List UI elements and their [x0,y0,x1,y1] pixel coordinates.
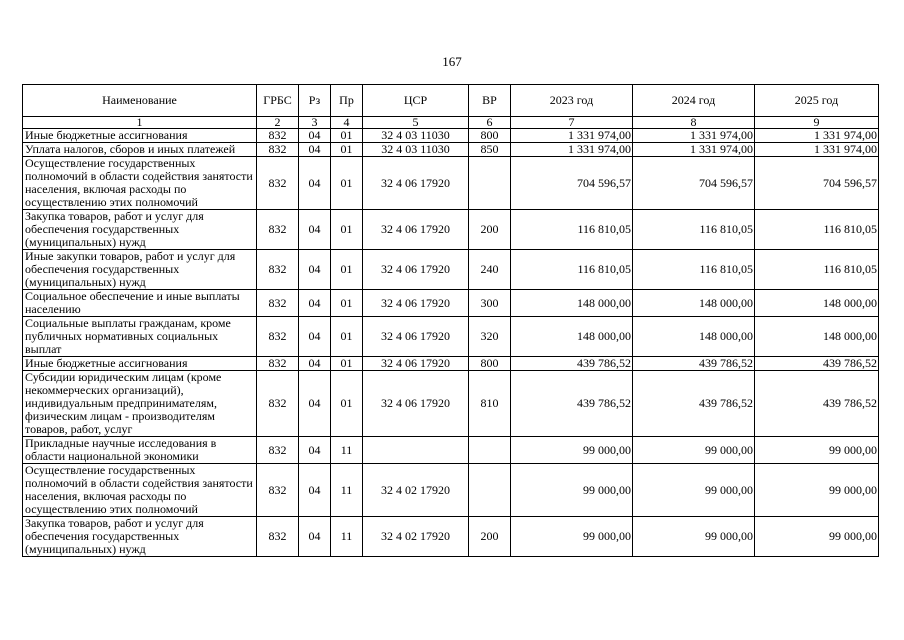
cell-pr: 01 [331,290,363,317]
table-row [23,290,879,317]
cell-2025: 439 786,52 [755,357,879,371]
cell-2023: 116 810,05 [511,250,633,290]
cell-grbs: 832 [257,317,299,357]
cell-csr: 32 4 06 17920 [363,317,469,357]
cell-csr: 32 4 03 11030 [363,143,469,157]
cell-name: Иные бюджетные ассигнования [23,129,257,143]
cell-name: Субсидии юридическим лицам (кроме некоммерческих организаций), индивидуальным предпринимателям, физическим лицам - производителям товаров, работ, услуг [23,371,257,437]
cell-2025: 704 596,57 [755,157,879,210]
column-index: 8 [633,117,755,129]
header-2024: 2024 год [633,85,755,117]
cell-csr [363,437,469,464]
cell-2023: 99 000,00 [511,437,633,464]
table-row [23,517,879,557]
cell-2024: 1 331 974,00 [633,129,755,143]
cell-2024: 116 810,05 [633,210,755,250]
table-row [23,464,879,517]
cell-csr: 32 4 06 17920 [363,290,469,317]
cell-vr [469,157,511,210]
cell-name: Закупка товаров, работ и услуг для обеспечения государственных (муниципальных) нужд [23,517,257,557]
cell-grbs: 832 [257,129,299,143]
column-index: 9 [755,117,879,129]
cell-csr: 32 4 06 17920 [363,357,469,371]
cell-csr: 32 4 06 17920 [363,250,469,290]
cell-pr: 01 [331,129,363,143]
cell-vr: 320 [469,317,511,357]
cell-grbs: 832 [257,357,299,371]
column-index: 1 [23,117,257,129]
cell-grbs: 832 [257,210,299,250]
cell-rz: 04 [299,357,331,371]
cell-vr: 300 [469,290,511,317]
cell-2024: 148 000,00 [633,290,755,317]
header-pr: Пр [331,85,363,117]
cell-2023: 439 786,52 [511,371,633,437]
cell-2024: 439 786,52 [633,357,755,371]
cell-name: Иные закупки товаров, работ и услуг для обеспечения государственных (муниципальных) нужд [23,250,257,290]
cell-2024: 99 000,00 [633,437,755,464]
header-2023: 2023 год [511,85,633,117]
cell-rz: 04 [299,143,331,157]
table-row [23,143,879,157]
cell-name: Закупка товаров, работ и услуг для обеспечения государственных (муниципальных) нужд [23,210,257,250]
column-index: 6 [469,117,511,129]
cell-name: Иные бюджетные ассигнования [23,357,257,371]
cell-grbs: 832 [257,437,299,464]
table-row [23,250,879,290]
cell-vr: 200 [469,210,511,250]
cell-rz: 04 [299,371,331,437]
table-row [23,357,879,371]
table-row [23,210,879,250]
cell-2023: 439 786,52 [511,357,633,371]
page-number: 167 [442,54,462,69]
budget-table [22,84,879,557]
cell-2024: 704 596,57 [633,157,755,210]
cell-pr: 11 [331,464,363,517]
cell-2025: 1 331 974,00 [755,129,879,143]
column-index: 3 [299,117,331,129]
cell-2025: 116 810,05 [755,210,879,250]
cell-rz: 04 [299,157,331,210]
cell-pr: 01 [331,143,363,157]
cell-2024: 99 000,00 [633,517,755,557]
column-index: 4 [331,117,363,129]
table-row [23,371,879,437]
header-csr: ЦСР [363,85,469,117]
cell-2023: 1 331 974,00 [511,129,633,143]
cell-2024: 99 000,00 [633,464,755,517]
cell-2023: 1 331 974,00 [511,143,633,157]
cell-grbs: 832 [257,371,299,437]
column-index-row [23,117,879,129]
cell-2023: 704 596,57 [511,157,633,210]
cell-csr: 32 4 03 11030 [363,129,469,143]
cell-name: Осуществление государственных полномочий в области содействия занятости населения, включая расходы по осуществлению этих полномочий [23,464,257,517]
cell-2025: 148 000,00 [755,290,879,317]
cell-rz: 04 [299,129,331,143]
cell-grbs: 832 [257,290,299,317]
cell-csr: 32 4 02 17920 [363,517,469,557]
cell-csr: 32 4 02 17920 [363,464,469,517]
cell-rz: 04 [299,290,331,317]
header-vr: ВР [469,85,511,117]
cell-2024: 439 786,52 [633,371,755,437]
cell-2025: 99 000,00 [755,517,879,557]
cell-grbs: 832 [257,143,299,157]
cell-name: Социальное обеспечение и иные выплаты населению [23,290,257,317]
cell-vr: 810 [469,371,511,437]
cell-name: Прикладные научные исследования в области национальной экономики [23,437,257,464]
cell-csr: 32 4 06 17920 [363,210,469,250]
cell-name: Социальные выплаты гражданам, кроме публичных нормативных социальных выплат [23,317,257,357]
cell-rz: 04 [299,250,331,290]
cell-2025: 99 000,00 [755,437,879,464]
cell-2023: 148 000,00 [511,317,633,357]
cell-pr: 01 [331,357,363,371]
cell-vr: 800 [469,357,511,371]
cell-vr: 800 [469,129,511,143]
header-name: Наименование [23,85,257,117]
cell-rz: 04 [299,437,331,464]
cell-pr: 11 [331,517,363,557]
cell-vr: 240 [469,250,511,290]
header-rz: Рз [299,85,331,117]
cell-vr: 200 [469,517,511,557]
cell-rz: 04 [299,517,331,557]
cell-grbs: 832 [257,250,299,290]
table-row [23,157,879,210]
header-2025: 2025 год [755,85,879,117]
cell-pr: 01 [331,210,363,250]
cell-vr: 850 [469,143,511,157]
cell-2023: 99 000,00 [511,517,633,557]
header-row [23,85,879,117]
cell-2023: 116 810,05 [511,210,633,250]
cell-pr: 01 [331,250,363,290]
cell-rz: 04 [299,210,331,250]
cell-csr: 32 4 06 17920 [363,157,469,210]
cell-2025: 1 331 974,00 [755,143,879,157]
cell-rz: 04 [299,317,331,357]
cell-2025: 99 000,00 [755,464,879,517]
header-grbs: ГРБС [257,85,299,117]
column-index: 5 [363,117,469,129]
column-index: 2 [257,117,299,129]
cell-csr: 32 4 06 17920 [363,371,469,437]
cell-grbs: 832 [257,157,299,210]
table-row [23,317,879,357]
cell-grbs: 832 [257,517,299,557]
cell-pr: 01 [331,157,363,210]
cell-pr: 11 [331,437,363,464]
column-index: 7 [511,117,633,129]
cell-name: Уплата налогов, сборов и иных платежей [23,143,257,157]
table-row [23,129,879,143]
cell-2025: 116 810,05 [755,250,879,290]
cell-2023: 148 000,00 [511,290,633,317]
cell-2024: 148 000,00 [633,317,755,357]
cell-grbs: 832 [257,464,299,517]
cell-rz: 04 [299,464,331,517]
cell-pr: 01 [331,371,363,437]
cell-2024: 1 331 974,00 [633,143,755,157]
cell-2023: 99 000,00 [511,464,633,517]
cell-2025: 148 000,00 [755,317,879,357]
cell-name: Осуществление государственных полномочий в области содействия занятости населения, включая расходы по осуществлению этих полномочий [23,157,257,210]
cell-vr [469,464,511,517]
cell-pr: 01 [331,317,363,357]
cell-2025: 439 786,52 [755,371,879,437]
cell-vr [469,437,511,464]
table-row [23,437,879,464]
table-body [23,129,879,557]
cell-2024: 116 810,05 [633,250,755,290]
